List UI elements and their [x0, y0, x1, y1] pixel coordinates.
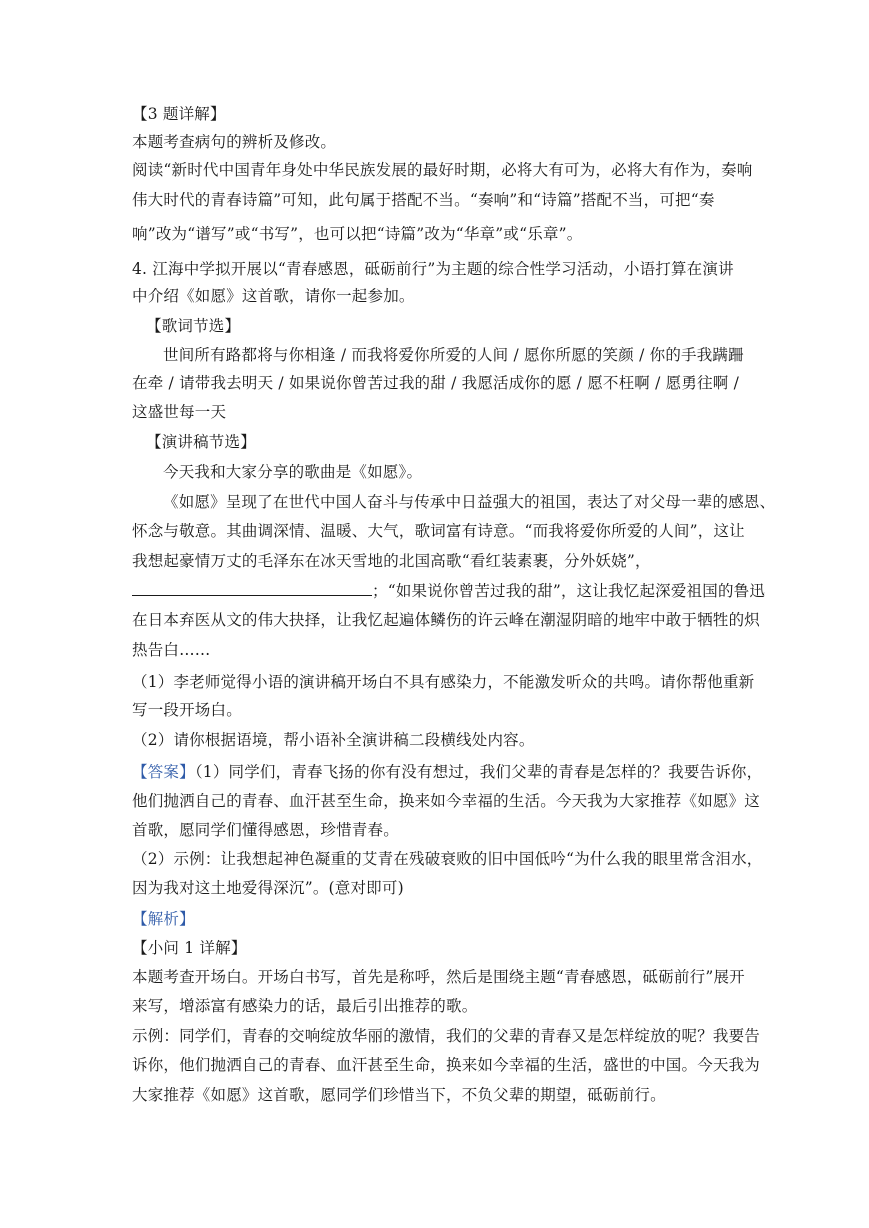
analysis-label: 【解析】: [132, 910, 195, 928]
speech-heading: 【演讲稿节选】: [146, 433, 256, 451]
answer-line: 首歌，愿同学们懂得感恩，珍惜青春。: [132, 821, 399, 839]
sub-question: （1）李老师觉得小语的演讲稿开场白不具有感染力，不能激发听众的共鸣。请你帮他重新: [132, 673, 755, 691]
analysis-line: 大家推荐《如愿》这首歌，愿同学们珍惜当下，不负父辈的期望，砥砺前行。: [132, 1086, 666, 1104]
speech-line: ；“如果说你曾苦过我的甜”，这让我忆起深爱祖国的鲁迅: [372, 582, 766, 600]
fill-in-blank: [132, 581, 372, 596]
answer-line-first: [132, 762, 762, 782]
speech-line: 在日本弃医从文的伟大抉择，让我忆起遍体鳞伤的许云峰在潮湿阴暗的地牢中敢于牺牲的炽: [132, 611, 761, 629]
lyrics-line: 这盛世每一天: [132, 403, 227, 421]
lyrics-line: 世间所有路都将与你相逢 / 而我将爱你所爱的人间 / 愿你所愿的笑颜 / 你的手我蹒跚: [163, 346, 744, 364]
q3-detail-line: 伟大时代的青春诗篇”可知，此句属于搭配不当。“奏响”和“诗篇”搭配不当，可把“奏: [132, 191, 715, 209]
question4-stem: 4. 江海中学拟开展以“青春感恩，砥砺前行”为主题的综合性学习活动，小语打算在演讲: [132, 260, 734, 278]
answer-line: 因为我对这土地爱得深沉”。(意对即可): [132, 879, 404, 897]
analysis-line: 示例：同学们，青春的交响绽放华丽的激情，我们的父辈的青春又是怎样绽放的呢？我要告: [132, 1027, 761, 1045]
answer-line: （2）示例：让我想起神色凝重的艾青在残破衰败的旧中国低吟“为什么我的眼里常含泪水，: [132, 850, 763, 868]
analysis-line: 本题考查开场白。开场白书写，首先是称呼，然后是围绕主题“青春感恩，砥砺前行”展开: [132, 968, 745, 986]
answer-label: 【答案】: [132, 763, 195, 781]
answer-line: （1）同学们，青春飞扬的你有没有想过，我们父辈的青春是怎样的？我要告诉你，: [194, 763, 763, 781]
lyrics-heading: 【歌词节选】: [146, 317, 241, 335]
speech-line: 我想起豪情万丈的毛泽东在冰天雪地的北国高歌“看红装素裹，分外妖娆”，: [132, 552, 651, 570]
sub-question: 写一段开场白。: [132, 701, 242, 719]
speech-intro: 今天我和大家分享的歌曲是《如愿》。: [163, 463, 423, 481]
analysis-line: 诉你，他们抛洒自己的青春、血汗甚至生命，换来如今幸福的生活，盛世的中国。今天我为: [132, 1056, 761, 1074]
q3-detail-line: 本题考查病句的辨析及修改。: [132, 133, 337, 151]
q3-detail-heading: 【3 题详解】: [132, 105, 226, 123]
speech-line: 热告白……: [132, 641, 211, 659]
q3-detail-line: 响”改为“谱写”或“书写”，也可以把“诗篇”改为“华章”或“乐章”。: [132, 225, 583, 243]
q3-detail-line: 阅读“新时代中国青年身处中华民族发展的最好时期，必将大有可为，必将大有作为，奏响: [132, 161, 753, 179]
sub-question: （2）请你根据语境，帮小语补全演讲稿二段横线处内容。: [132, 731, 535, 749]
answer-line: 他们抛洒自己的青春、血汗甚至生命，换来如今幸福的生活。今天我为大家推荐《如愿》这: [132, 792, 761, 810]
lyrics-line: 在牵 / 请带我去明天 / 如果说你曾苦过我的甜 / 我愿活成你的愿 / 愿不枉啊 / 愿勇往啊 /: [132, 374, 740, 392]
question4-stem: 中介绍《如愿》这首歌，请你一起参加。: [132, 287, 415, 305]
speech-line: 怀念与敬意。其曲调深情、温暖、大气，歌词富有诗意。“而我将爱你所爱的人间”，这让: [132, 522, 745, 540]
analysis-line: 来写，增添富有感染力的话，最后引出推荐的歌。: [132, 997, 478, 1015]
speech-line-with-blank: [132, 581, 765, 601]
speech-line: 《如愿》呈现了在世代中国人奋斗与传承中日益强大的祖国，表达了对父母一辈的感恩、: [163, 493, 776, 511]
analysis-sub1-heading: 【小问 1 详解】: [132, 939, 247, 957]
